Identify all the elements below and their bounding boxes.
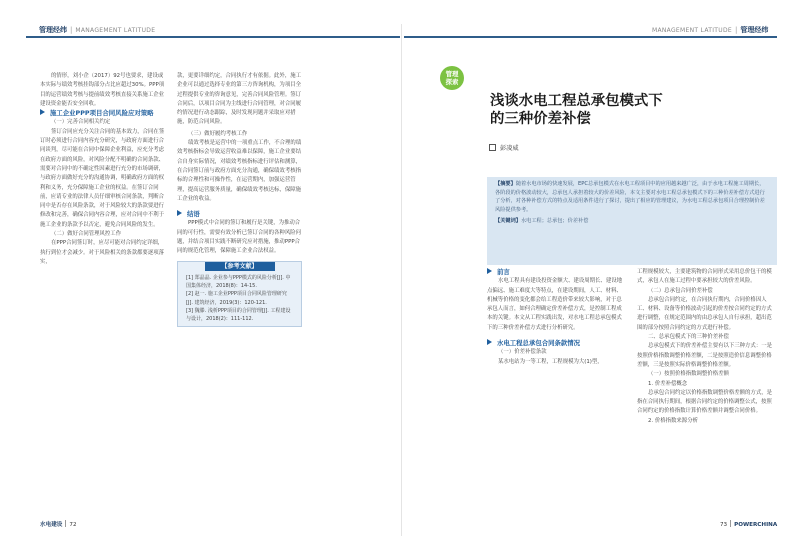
paragraph: 的情形，刘小企（2017）92号也要求，建设或本实际与绩效考核挂钩部分占比应超过30%。PPP项目的运营绩效考核与提前绩效考核直接关系施工企业建设资金能否安全回收。 — [40, 73, 165, 107]
paragraph: 某水电站为一等工程，工程规模为大(1)型， — [498, 358, 603, 365]
triangle-icon — [487, 268, 492, 274]
magazine-name: 水电建设 — [40, 522, 63, 528]
paragraph: 绩效考核是运营中的一项重点工作，不合理的绩效考核指标会导致运营收益难以保障，施工企业要结合自身实际情况，对绩效考核指标进行评估和测算，在合同签订前与政府方面充分沟通，确保绩效考核指标的合理性和可操作性，在运营期内，加强运营管理，提高运营服务质量，确保绩效考核达标，保障施工企业的收益。 — [177, 140, 302, 202]
references-box — [177, 261, 302, 328]
badge-line: 探索 — [445, 78, 459, 86]
subheading: （一）按照价格指数调整价格差额 — [648, 371, 729, 378]
paragraph: 总承包模式下的价差补偿主要有以下三种方式：一是按照价格指数调整价格差额，二是按照造价信息调整价格差额，三是按照实际价格调整价格差额。 — [637, 343, 772, 368]
page-gutter — [401, 24, 402, 536]
article-title — [490, 92, 663, 128]
triangle-icon — [177, 210, 182, 216]
header-sep: | — [70, 26, 73, 34]
badge-line: 管理 — [445, 70, 459, 78]
header-sep: | — [734, 26, 738, 34]
paragraph: 总承包合同约定，在合同执行期内，合同价格因人工、材料、设备等价格波动引起的价差按合同约定的方式进行调整，在规定范围内的由总承包人自行承担，超出范围的部分按照合同约定的方式进行补偿。 — [637, 296, 772, 331]
title-line: 浅谈水电工程总承包模式下 — [490, 93, 663, 109]
abstract-text: 【摘要】随着水电市场的快速发展，EPC总承包模式在水电工程项目中的应用越来越广泛，由于水电工程施工周期长，各阶段的价格波动较大，总承包人承担着较大的价差风险，本文主要对水电工程总承包模式下的三种价差补偿方式进行了分析，对各种补偿方式的特点及适用条件进行了探讨，提出了相应的管理建议，为水电工程总承包项目合理控制价差风险提供参考。 — [495, 181, 765, 213]
subheading: 1. 价差补偿概念 — [648, 380, 688, 387]
paragraph: 签订合同应充分关注合同的基本效力，合同在签订时必须进行合同内容充分研究，与政府方面进行合同谈判，尽可能在合同中保障企业利益，应充分考虑在政府方面的风险，对风险分配不明确的合同条款、需要对合同中的不确定性因素进行充分的市场调研，与政府方面做好充分的沟通协调，明确政府方面的权利和义务，充分保障施工企业的权益。在签订合同前，应请专业的法律人员仔细审核合同条款，判断合同中是否存在风险条款，对于风险较大的条款要进行修改和完善，确保合同内容合理，应对合同中不利于施工企业的条款予以否定，避免合同风险的发生。 — [40, 128, 165, 228]
page-number: 73 — [720, 522, 728, 528]
reference-item: [3] 魏滕. 浅析PPP项目的合同管理[J]. 工程建设与设计，2018(2)：111-112. — [186, 307, 291, 323]
right-column-2 — [637, 268, 775, 514]
header-rule — [404, 36, 777, 38]
paragraph: PPP模式中合同的签订和履行是关键，为推动合同的可行性，需要有效分析已签订合同的各种风险问题，并结合项目实践不断研究应对措施，推动PPP合同的规范化管理，保障施工企业合法权益。 — [177, 220, 301, 255]
references-title: 【参考文献】 — [205, 262, 275, 271]
author — [489, 143, 519, 152]
section-english: MANAGEMENT LATITUDE — [652, 27, 732, 34]
left-column-2 — [177, 72, 302, 512]
keywords: 【关键词】水电工程；总承包；价差补偿 — [495, 218, 589, 225]
author-box-icon — [489, 144, 496, 151]
section-name: 管理经纬 — [39, 26, 67, 34]
section-heading: 结语 — [177, 210, 302, 219]
triangle-icon — [40, 109, 45, 115]
paragraph: 总承包合同约定以价格指数调整价格差额的方式，是指在合同执行期间，根据合同约定的价格调整公式，按照合同约定的价格指数计算价格差额并调整合同价格。 — [637, 389, 772, 415]
footer-left — [40, 520, 77, 528]
category-badge — [440, 66, 464, 90]
subheading: （三）做好履约考核工作 — [188, 130, 248, 137]
title-line: 的三种价差补偿 — [490, 111, 591, 127]
subheading: 二、总承包模式下的三种价差补偿 — [648, 334, 729, 341]
footer-sep — [65, 520, 66, 527]
header-right-text — [652, 25, 768, 35]
subheading: （一）完善合同相关约定 — [51, 119, 111, 126]
magazine-name: POWERCHINA — [734, 522, 778, 528]
section-heading: 施工企业PPP项目合同风险应对策略 — [40, 109, 165, 118]
subheading: （二）做好合同管理风控工作 — [51, 231, 122, 238]
subheading: 2. 价格指数来源分析 — [648, 417, 698, 424]
section-heading: 前言 — [487, 268, 625, 277]
header-left — [0, 24, 400, 38]
reference-item: [1] 郑晶晶. 企业参与PPP模式的风险分析[J]. 中国集体经济，2018(8)：14-15. — [186, 274, 291, 289]
paragraph: 款，更要详细约定，合同执行才有依据。此外，施工企业可以通过选择专业的第三方咨询机构，为项目全过程提供专业的咨询意见，完善合同风险管理。签订合同后，以项目合同为主线进行合同管理，对合同履约情况进行动态跟踪，及时发现问题并采取应对措施，防范合同风险。 — [177, 73, 301, 126]
section-name: 管理经纬 — [740, 26, 769, 34]
subheading: （一）价差补偿条款 — [498, 349, 547, 356]
header-rule — [26, 36, 400, 38]
section-heading: 水电工程总承包合同条款情况 — [487, 339, 625, 348]
right-column-1 — [487, 268, 625, 514]
section-english: MANAGEMENT LATITUDE — [75, 27, 156, 34]
page-number: 72 — [69, 522, 77, 528]
paragraph: 水电工程具有建设投资金额大、建设周期长、建设地点偏远、施工难度大等特点，在建设期间，人工、材料、机械等价格的变化都会给工程造价带来较大影响，对于总承包人而言，如何合理确定价差补偿方式，是控制工程成本的关键。本文从工程实践出发，对水电工程总承包模式下的三种价差补偿方式进行分析研究。 — [487, 278, 622, 331]
footer-right — [720, 520, 777, 528]
paragraph: 在PPP合同签订时，应尽可能对合同约定详细，执行到位才会减少。对于风险相关的条款都要逐项落实， — [40, 240, 164, 265]
footer-sep — [730, 520, 731, 527]
reference-item: [2] 赵一. 施工企业PPP项目合同风险管理研究[J]. 建筑经济，2019(3)：120-121. — [186, 291, 287, 306]
subheading: （二）总承包合同价差补偿 — [648, 287, 713, 294]
header-left-text — [39, 25, 155, 35]
abstract-box — [487, 177, 777, 265]
header-right — [404, 24, 804, 38]
paragraph: 工程规模较大，主要建筑物的合同形式采用总价包干的模式，承包人在施工过程中要承担较大的价差风险。 — [637, 269, 772, 285]
triangle-icon — [487, 339, 492, 345]
left-column-1 — [40, 72, 165, 512]
author-name: 彭凌威 — [500, 145, 519, 152]
